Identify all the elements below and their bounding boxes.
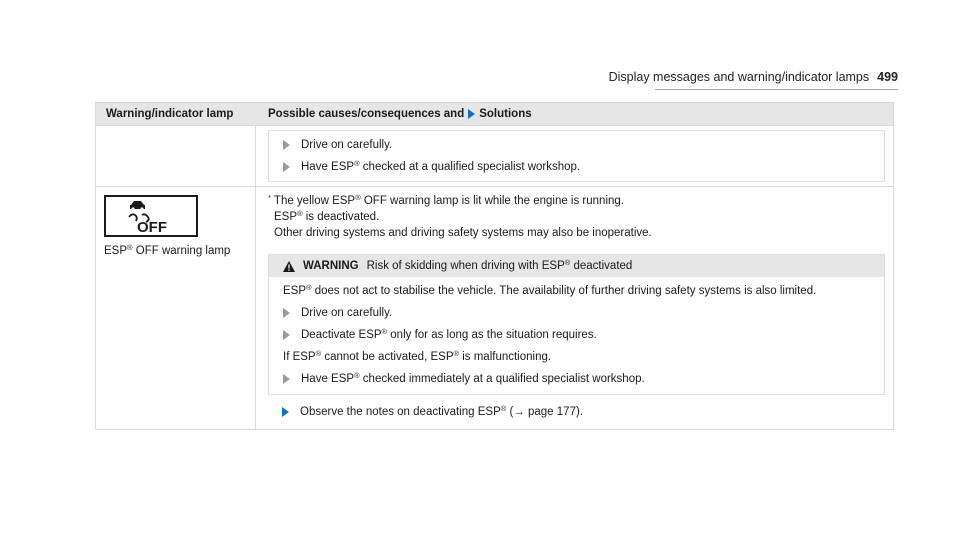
solution-arrow-icon bbox=[282, 407, 289, 417]
intro-line-1: * The yellow ESP® OFF warning lamp is lit while the engine is running. bbox=[268, 193, 624, 207]
lamp-cell bbox=[96, 187, 256, 429]
solutions-box bbox=[268, 130, 885, 182]
step-arrow-icon bbox=[283, 374, 290, 384]
warning-body bbox=[269, 277, 884, 394]
lamp-cell-empty bbox=[96, 126, 256, 186]
warning-label: WARNING bbox=[303, 260, 359, 272]
column-header-suffix: Solutions bbox=[479, 108, 532, 120]
list-item: Deactivate ESP® only for as long as the situation requires. bbox=[283, 324, 860, 346]
warning-lamp-table bbox=[95, 102, 894, 430]
solution-arrow-icon bbox=[468, 109, 475, 119]
table-header bbox=[96, 103, 893, 125]
list-item: Drive on carefully. bbox=[283, 302, 860, 324]
column-header-prefix: Possible causes/consequences and bbox=[268, 108, 465, 120]
warning-title: Risk of skidding when driving with ESP® deactivated bbox=[366, 258, 633, 272]
warning-triangle-icon bbox=[283, 261, 295, 272]
esp-off-lamp-icon bbox=[104, 195, 198, 237]
step-arrow-icon bbox=[283, 140, 290, 150]
page-header bbox=[609, 70, 898, 84]
warning-header bbox=[269, 255, 884, 277]
list-item: Observe the notes on deactivating ESP® (→ page 177). bbox=[282, 401, 885, 423]
page-header-title: Display messages and warning/indicator lamps bbox=[608, 70, 870, 84]
step-arrow-icon bbox=[283, 330, 290, 340]
list-item: Drive on carefully. bbox=[283, 134, 870, 156]
intro-line-3: Other driving systems and driving safety systems may also be inoperative. bbox=[274, 227, 652, 239]
list-item: Have ESP® checked at a qualified specialist workshop. bbox=[283, 156, 870, 178]
header-rule bbox=[655, 89, 898, 90]
column-header-lamp: Warning/indicator lamp bbox=[106, 108, 234, 120]
lamp-label: ESP® OFF warning lamp bbox=[104, 243, 231, 257]
step-arrow-icon bbox=[283, 162, 290, 172]
malfunction-text: If ESP® cannot be activated, ESP® is malfunctioning. bbox=[283, 349, 552, 363]
solutions-cell bbox=[256, 126, 893, 186]
column-header-solutions bbox=[256, 108, 893, 120]
warning-box bbox=[268, 254, 885, 395]
list-item: Have ESP® checked immediately at a qualified specialist workshop. bbox=[283, 368, 860, 390]
svg-text:OFF: OFF bbox=[137, 219, 167, 235]
solutions-cell bbox=[256, 187, 893, 429]
intro-line-2: ESP® is deactivated. bbox=[274, 209, 380, 223]
page-number: 499 bbox=[877, 70, 898, 84]
table-row bbox=[96, 125, 893, 186]
warning-text: ESP® does not act to stabilise the vehicle. The availability of further driving safety systems is also limited. bbox=[283, 283, 817, 297]
step-arrow-icon bbox=[283, 308, 290, 318]
table-row bbox=[96, 186, 893, 429]
page-reference-link[interactable]: (→ page 177). bbox=[509, 406, 583, 418]
